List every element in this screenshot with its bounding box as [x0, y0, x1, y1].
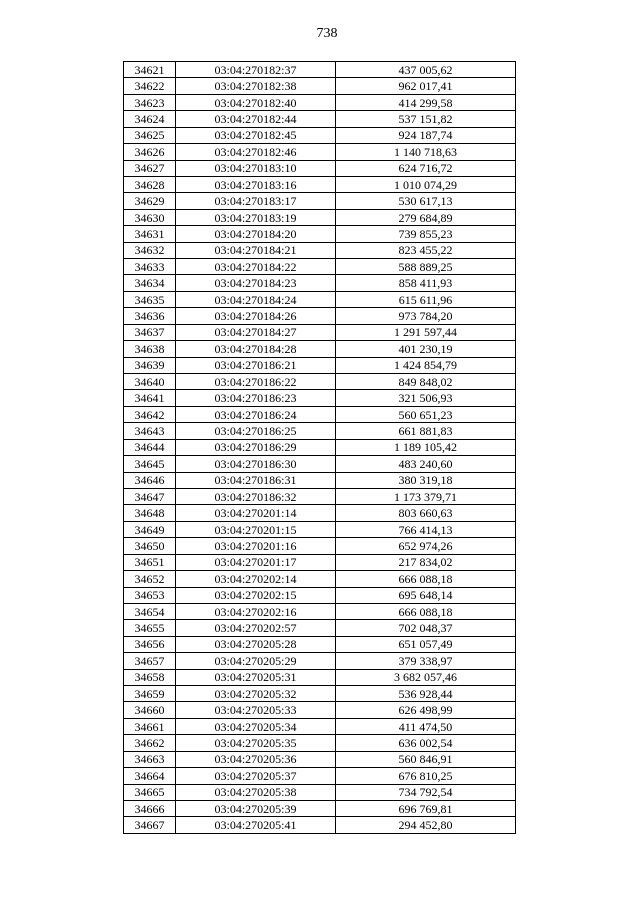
cadastral-number-cell: 03:04:270205:34	[176, 718, 336, 734]
row-number-cell: 34635	[124, 291, 176, 307]
cadastral-value-cell: 1 424 854,79	[336, 357, 516, 373]
row-number-cell: 34660	[124, 702, 176, 718]
table-row	[124, 636, 516, 652]
cadastral-number-cell: 03:04:270184:21	[176, 242, 336, 258]
table-row	[124, 439, 516, 455]
table-row	[124, 554, 516, 570]
cadastral-value-cell: 588 889,25	[336, 259, 516, 275]
cadastral-value-cell: 537 151,82	[336, 111, 516, 127]
row-number-cell: 34663	[124, 751, 176, 767]
table-row	[124, 144, 516, 160]
cadastral-number-cell: 03:04:270201:14	[176, 505, 336, 521]
cadastral-value-cell: 380 319,18	[336, 472, 516, 488]
cadastral-value-cell: 666 088,18	[336, 603, 516, 619]
row-number-cell: 34625	[124, 127, 176, 143]
table-row	[124, 226, 516, 242]
cadastral-number-cell: 03:04:270182:45	[176, 127, 336, 143]
cadastral-number-cell: 03:04:270205:37	[176, 768, 336, 784]
table-row	[124, 357, 516, 373]
row-number-cell: 34662	[124, 735, 176, 751]
cadastral-value-cell: 3 682 057,46	[336, 669, 516, 685]
cadastral-value-cell: 1 189 105,42	[336, 439, 516, 455]
cadastral-number-cell: 03:04:270186:31	[176, 472, 336, 488]
row-number-cell: 34667	[124, 817, 176, 833]
row-number-cell: 34637	[124, 324, 176, 340]
cadastral-value-cell: 695 648,14	[336, 587, 516, 603]
cadastral-number-cell: 03:04:270184:20	[176, 226, 336, 242]
cadastral-number-cell: 03:04:270183:19	[176, 209, 336, 225]
cadastral-number-cell: 03:04:270186:22	[176, 374, 336, 390]
table-row	[124, 94, 516, 110]
table-row	[124, 669, 516, 685]
cadastral-number-cell: 03:04:270205:32	[176, 686, 336, 702]
cadastral-number-cell: 03:04:270182:44	[176, 111, 336, 127]
cadastral-number-cell: 03:04:270182:46	[176, 144, 336, 160]
table-row	[124, 587, 516, 603]
cadastral-number-cell: 03:04:270184:24	[176, 291, 336, 307]
table-row	[124, 571, 516, 587]
cadastral-value-cell: 217 834,02	[336, 554, 516, 570]
cadastral-number-cell: 03:04:270201:15	[176, 521, 336, 537]
cadastral-value-cell: 560 846,91	[336, 751, 516, 767]
cadastral-number-cell: 03:04:270183:10	[176, 160, 336, 176]
cadastral-number-cell: 03:04:270182:38	[176, 78, 336, 94]
table-row	[124, 702, 516, 718]
table-body	[124, 62, 516, 834]
table-row	[124, 653, 516, 669]
row-number-cell: 34642	[124, 406, 176, 422]
cadastral-value-table	[123, 61, 516, 834]
row-number-cell: 34653	[124, 587, 176, 603]
cadastral-value-cell: 666 088,18	[336, 571, 516, 587]
cadastral-value-cell: 803 660,63	[336, 505, 516, 521]
cadastral-number-cell: 03:04:270201:17	[176, 554, 336, 570]
table-row	[124, 62, 516, 78]
cadastral-number-cell: 03:04:270205:28	[176, 636, 336, 652]
cadastral-number-cell: 03:04:270186:25	[176, 423, 336, 439]
cadastral-number-cell: 03:04:270186:32	[176, 488, 336, 504]
row-number-cell: 34633	[124, 259, 176, 275]
cadastral-number-cell: 03:04:270186:21	[176, 357, 336, 373]
cadastral-value-cell: 560 651,23	[336, 406, 516, 422]
table-row	[124, 718, 516, 734]
row-number-cell: 34638	[124, 341, 176, 357]
cadastral-value-cell: 294 452,80	[336, 817, 516, 833]
table-row	[124, 390, 516, 406]
cadastral-number-cell: 03:04:270205:36	[176, 751, 336, 767]
cadastral-value-cell: 823 455,22	[336, 242, 516, 258]
cadastral-number-cell: 03:04:270205:35	[176, 735, 336, 751]
cadastral-value-cell: 437 005,62	[336, 62, 516, 78]
table-row	[124, 275, 516, 291]
cadastral-number-cell: 03:04:270205:31	[176, 669, 336, 685]
row-number-cell: 34656	[124, 636, 176, 652]
table-row	[124, 735, 516, 751]
cadastral-value-cell: 401 230,19	[336, 341, 516, 357]
cadastral-value-cell: 1 291 597,44	[336, 324, 516, 340]
table-row	[124, 193, 516, 209]
cadastral-value-cell: 962 017,41	[336, 78, 516, 94]
table-row	[124, 242, 516, 258]
row-number-cell: 34640	[124, 374, 176, 390]
row-number-cell: 34631	[124, 226, 176, 242]
row-number-cell: 34644	[124, 439, 176, 455]
row-number-cell: 34648	[124, 505, 176, 521]
table-row	[124, 538, 516, 554]
cadastral-value-cell: 279 684,89	[336, 209, 516, 225]
cadastral-value-cell: 661 881,83	[336, 423, 516, 439]
row-number-cell: 34643	[124, 423, 176, 439]
table-row	[124, 406, 516, 422]
cadastral-number-cell: 03:04:270186:29	[176, 439, 336, 455]
cadastral-value-cell: 636 002,54	[336, 735, 516, 751]
row-number-cell: 34630	[124, 209, 176, 225]
cadastral-number-cell: 03:04:270202:15	[176, 587, 336, 603]
row-number-cell: 34639	[124, 357, 176, 373]
cadastral-number-cell: 03:04:270202:14	[176, 571, 336, 587]
cadastral-value-cell: 483 240,60	[336, 456, 516, 472]
row-number-cell: 34624	[124, 111, 176, 127]
row-number-cell: 34657	[124, 653, 176, 669]
cadastral-value-cell: 615 611,96	[336, 291, 516, 307]
cadastral-number-cell: 03:04:270184:27	[176, 324, 336, 340]
cadastral-number-cell: 03:04:270205:38	[176, 784, 336, 800]
row-number-cell: 34666	[124, 800, 176, 816]
row-number-cell: 34646	[124, 472, 176, 488]
table-row	[124, 423, 516, 439]
cadastral-number-cell: 03:04:270184:26	[176, 308, 336, 324]
cadastral-number-cell: 03:04:270186:24	[176, 406, 336, 422]
row-number-cell: 34641	[124, 390, 176, 406]
cadastral-value-cell: 411 474,50	[336, 718, 516, 734]
table-row	[124, 686, 516, 702]
cadastral-value-cell: 379 338,97	[336, 653, 516, 669]
table-row	[124, 176, 516, 192]
cadastral-value-cell: 414 299,58	[336, 94, 516, 110]
table-row	[124, 324, 516, 340]
table-row	[124, 817, 516, 833]
row-number-cell: 34632	[124, 242, 176, 258]
table-row	[124, 603, 516, 619]
table-row	[124, 259, 516, 275]
table-row	[124, 78, 516, 94]
cadastral-value-cell: 651 057,49	[336, 636, 516, 652]
cadastral-value-cell: 858 411,93	[336, 275, 516, 291]
table-row	[124, 768, 516, 784]
table-row	[124, 505, 516, 521]
row-number-cell: 34626	[124, 144, 176, 160]
table-row	[124, 308, 516, 324]
cadastral-number-cell: 03:04:270182:37	[176, 62, 336, 78]
cadastral-value-cell: 766 414,13	[336, 521, 516, 537]
row-number-cell: 34652	[124, 571, 176, 587]
table-row	[124, 521, 516, 537]
cadastral-value-cell: 321 506,93	[336, 390, 516, 406]
row-number-cell: 34621	[124, 62, 176, 78]
cadastral-value-cell: 626 498,99	[336, 702, 516, 718]
row-number-cell: 34622	[124, 78, 176, 94]
row-number-cell: 34649	[124, 521, 176, 537]
row-number-cell: 34658	[124, 669, 176, 685]
page-number: 738	[316, 26, 338, 41]
cadastral-value-cell: 1 010 074,29	[336, 176, 516, 192]
cadastral-value-cell: 973 784,20	[336, 308, 516, 324]
cadastral-value-cell: 739 855,23	[336, 226, 516, 242]
cadastral-value-cell: 696 769,81	[336, 800, 516, 816]
cadastral-number-cell: 03:04:270202:57	[176, 620, 336, 636]
cadastral-number-cell: 03:04:270184:28	[176, 341, 336, 357]
table-row	[124, 160, 516, 176]
table-row	[124, 472, 516, 488]
table-row	[124, 374, 516, 390]
row-number-cell: 34634	[124, 275, 176, 291]
cadastral-number-cell: 03:04:270186:23	[176, 390, 336, 406]
row-number-cell: 34664	[124, 768, 176, 784]
row-number-cell: 34628	[124, 176, 176, 192]
cadastral-number-cell: 03:04:270183:16	[176, 176, 336, 192]
table-row	[124, 800, 516, 816]
cadastral-value-cell: 1 173 379,71	[336, 488, 516, 504]
cadastral-number-cell: 03:04:270184:23	[176, 275, 336, 291]
table-row	[124, 341, 516, 357]
cadastral-value-cell: 924 187,74	[336, 127, 516, 143]
cadastral-value-cell: 536 928,44	[336, 686, 516, 702]
row-number-cell: 34661	[124, 718, 176, 734]
table-row	[124, 127, 516, 143]
row-number-cell: 34651	[124, 554, 176, 570]
cadastral-value-cell: 676 810,25	[336, 768, 516, 784]
cadastral-number-cell: 03:04:270183:17	[176, 193, 336, 209]
cadastral-number-cell: 03:04:270205:33	[176, 702, 336, 718]
cadastral-number-cell: 03:04:270205:39	[176, 800, 336, 816]
table-row	[124, 209, 516, 225]
cadastral-value-cell: 624 716,72	[336, 160, 516, 176]
cadastral-value-cell: 530 617,13	[336, 193, 516, 209]
cadastral-number-cell: 03:04:270202:16	[176, 603, 336, 619]
table-row	[124, 620, 516, 636]
row-number-cell: 34655	[124, 620, 176, 636]
row-number-cell: 34650	[124, 538, 176, 554]
cadastral-number-cell: 03:04:270186:30	[176, 456, 336, 472]
table-row	[124, 111, 516, 127]
row-number-cell: 34647	[124, 488, 176, 504]
cadastral-number-cell: 03:04:270201:16	[176, 538, 336, 554]
row-number-cell: 34654	[124, 603, 176, 619]
cadastral-number-cell: 03:04:270182:40	[176, 94, 336, 110]
row-number-cell: 34627	[124, 160, 176, 176]
row-number-cell: 34623	[124, 94, 176, 110]
table-row	[124, 456, 516, 472]
cadastral-value-cell: 652 974,26	[336, 538, 516, 554]
table-row	[124, 488, 516, 504]
cadastral-value-cell: 734 792,54	[336, 784, 516, 800]
table-row	[124, 751, 516, 767]
row-number-cell: 34636	[124, 308, 176, 324]
row-number-cell: 34665	[124, 784, 176, 800]
cadastral-number-cell: 03:04:270184:22	[176, 259, 336, 275]
table-row	[124, 291, 516, 307]
cadastral-value-cell: 702 048,37	[336, 620, 516, 636]
row-number-cell: 34629	[124, 193, 176, 209]
row-number-cell: 34645	[124, 456, 176, 472]
row-number-cell: 34659	[124, 686, 176, 702]
cadastral-value-cell: 849 848,02	[336, 374, 516, 390]
cadastral-number-cell: 03:04:270205:29	[176, 653, 336, 669]
cadastral-number-cell: 03:04:270205:41	[176, 817, 336, 833]
table-row	[124, 784, 516, 800]
cadastral-value-cell: 1 140 718,63	[336, 144, 516, 160]
